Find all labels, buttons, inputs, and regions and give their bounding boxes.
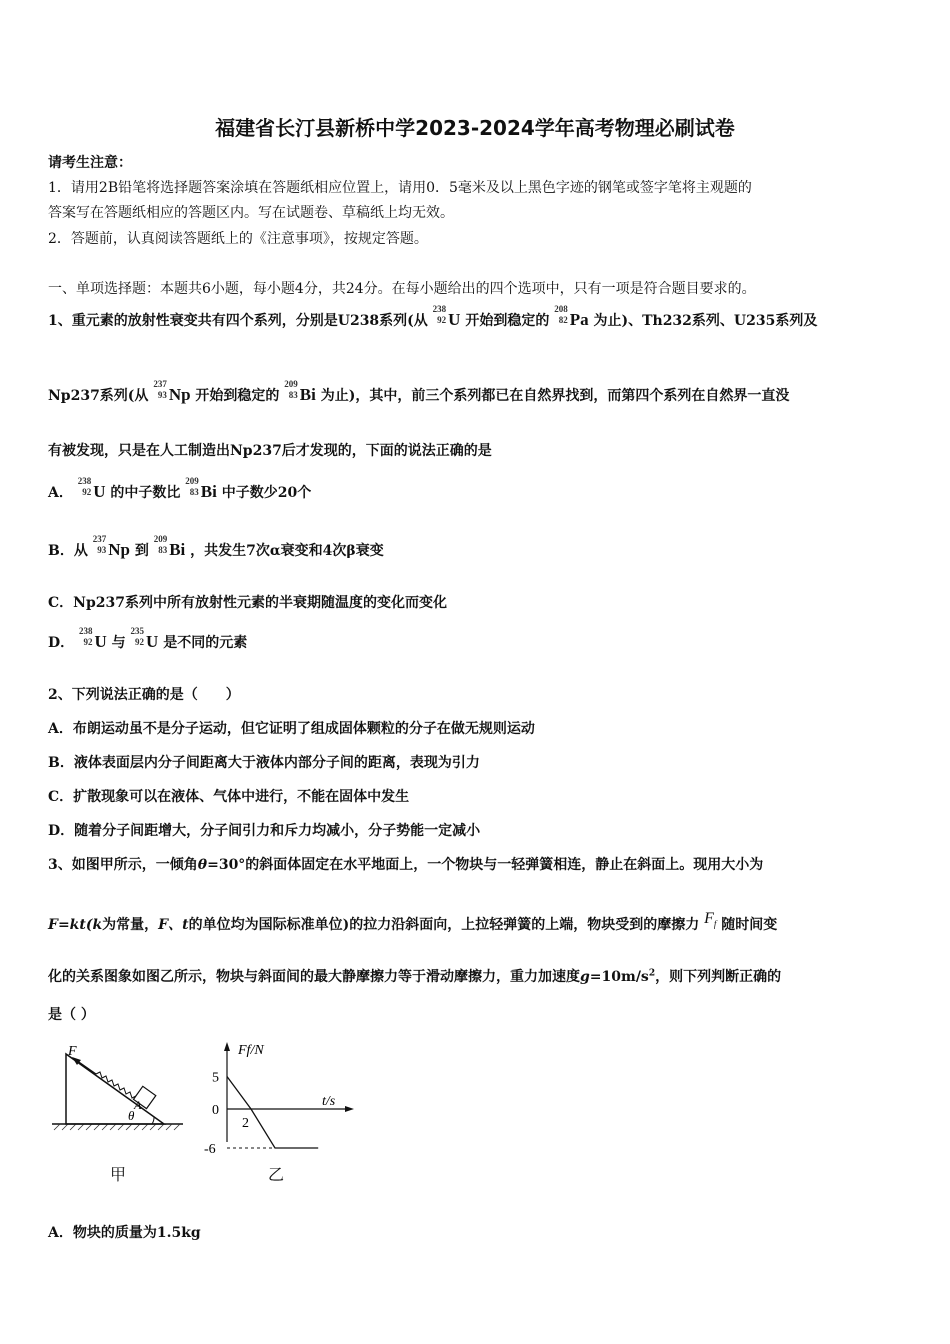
angle-arc bbox=[152, 1117, 154, 1124]
incline-figure bbox=[48, 1040, 188, 1140]
q2-stem: 2、下列说法正确的是（ ） bbox=[48, 687, 240, 703]
q2-option-c: C．扩散现象可以在液体、气体中进行，不能在固体中发生 bbox=[48, 789, 410, 805]
nuclide-pa208: 208 82 Pa bbox=[554, 304, 589, 329]
q1-line-1: 1、重元素的放射性衰变共有四个系列，分别是U238系列(从 238 92 U 开始到稳定的 208 82 Pa 为止)、Th232系列、U235系列及 bbox=[48, 310, 817, 332]
notice-heading: 请考生注意： bbox=[48, 155, 132, 171]
x-annotation-2: 2 bbox=[242, 1116, 249, 1131]
nuclide-np237: 237 93 Np bbox=[153, 379, 191, 404]
q2-option-b: B．液体表面层内分子间距离大于液体内部分子间的距离，表现为引力 bbox=[48, 755, 480, 771]
nuclide-u238: 238 92 U bbox=[79, 626, 107, 651]
q3-line-1: 3、如图甲所示，一倾角θ=30°的斜面体固定在水平地面上，一个物块与一轻弹簧相连，静止在斜面上。现用大小为 bbox=[48, 857, 764, 873]
q1-option-b: B．从 237 93 Np 到 209 83 Bi ，共发生7次α衰变和4次β衰变 bbox=[48, 540, 384, 562]
q2-option-d: D．随着分子间距增大，分子间引力和斥力均减小，分子势能一定减小 bbox=[48, 823, 481, 839]
theta-label: θ bbox=[128, 1108, 135, 1123]
y-tick-0: 0 bbox=[212, 1103, 219, 1118]
y-axis-arrow bbox=[224, 1042, 230, 1051]
nuclide-bi209: 209 83 Bi bbox=[284, 379, 316, 404]
ground-hatching bbox=[54, 1124, 180, 1130]
page-title: 福建省长汀县新桥中学2023-2024学年高考物理必刷试卷 bbox=[215, 116, 735, 140]
block-label: A bbox=[134, 1098, 142, 1112]
q3-option-a: A．物块的质量为1.5kg bbox=[48, 1225, 201, 1241]
q1-option-d: D． 238 92 U 与 235 92 U 是不同的元素 bbox=[48, 632, 247, 654]
nuclide-u238: 238 92 U bbox=[77, 476, 106, 501]
force-label: F bbox=[68, 1044, 77, 1059]
notice-line-1: 1．请用2B铅笔将选择题答案涂填在答题纸相应位置上，请用0．5毫米及以上黑色字迹的钢笔或签字笔将主观题的 bbox=[48, 180, 752, 196]
nuclide-u238: 238 92 U bbox=[432, 304, 461, 329]
x-axis-label: t/s bbox=[322, 1094, 336, 1109]
nuclide-bi209: 209 83 Bi bbox=[185, 476, 217, 501]
q1-line-2: Np237系列(从 237 93 Np 开始到稳定的 209 83 Bi 为止)，其中，前三个系列都已在自然界找到，而第四个系列在自然界一直没 bbox=[48, 385, 789, 407]
nuclide-bi209: 209 83 Bi bbox=[153, 534, 186, 559]
y-tick-5: 5 bbox=[212, 1070, 219, 1086]
q1-option-c: C．Np237系列中所有放射性元素的半衰期随温度的变化而变化 bbox=[48, 595, 447, 611]
nuclide-u235: 235 92 U bbox=[130, 626, 159, 651]
q2-option-a: A．布朗运动虽不是分子运动，但它证明了组成固体颗粒的分子在做无规则运动 bbox=[48, 721, 535, 737]
nuclide-np237: 237 93 Np bbox=[92, 534, 130, 559]
y-tick-neg6: -6 bbox=[204, 1142, 216, 1157]
q3-line-4: 是（ ） bbox=[48, 1007, 95, 1023]
q1-line-3: 有被发现，只是在人工制造出Np237后才发现的，下面的说法正确的是 bbox=[48, 443, 492, 459]
notice-line-2: 答案写在答题纸相应的答题区内。写在试题卷、草稿纸上均无效。 bbox=[48, 205, 454, 221]
q1-option-a: A． 238 92 U 的中子数比 209 83 Bi 中子数少20个 bbox=[48, 482, 311, 504]
q3-line-2: F=kt(k为常量，F、t的单位均为国际标准单位)的拉力沿斜面向，上拉轻弹簧的上端，物块受到的摩擦力 $F_f$ 随时间变 bbox=[48, 910, 778, 933]
y-axis-label: Ff/N bbox=[238, 1043, 264, 1058]
notice-line-3: 2．答题前，认真阅读答题纸上的《注意事项》，按规定答题。 bbox=[48, 231, 428, 247]
friction-time-graph bbox=[200, 1038, 360, 1157]
incline-triangle bbox=[66, 1054, 164, 1124]
figure-yi-label: 乙 bbox=[268, 1165, 285, 1184]
q3-line-3: 化的关系图象如图乙所示，物块与斜面间的最大静摩擦力等于滑动摩擦力，重力加速度$g=10m/s^2$，则下列判断正确的 bbox=[48, 968, 782, 985]
figure-jia-label: 甲 bbox=[110, 1165, 127, 1184]
x-axis-arrow bbox=[345, 1106, 354, 1112]
section-heading: 一、单项选择题：本题共6小题，每小题4分，共24分。在每小题给出的四个选项中，只有一项是符合题目要求的。 bbox=[48, 281, 756, 297]
series-line bbox=[227, 1077, 318, 1149]
